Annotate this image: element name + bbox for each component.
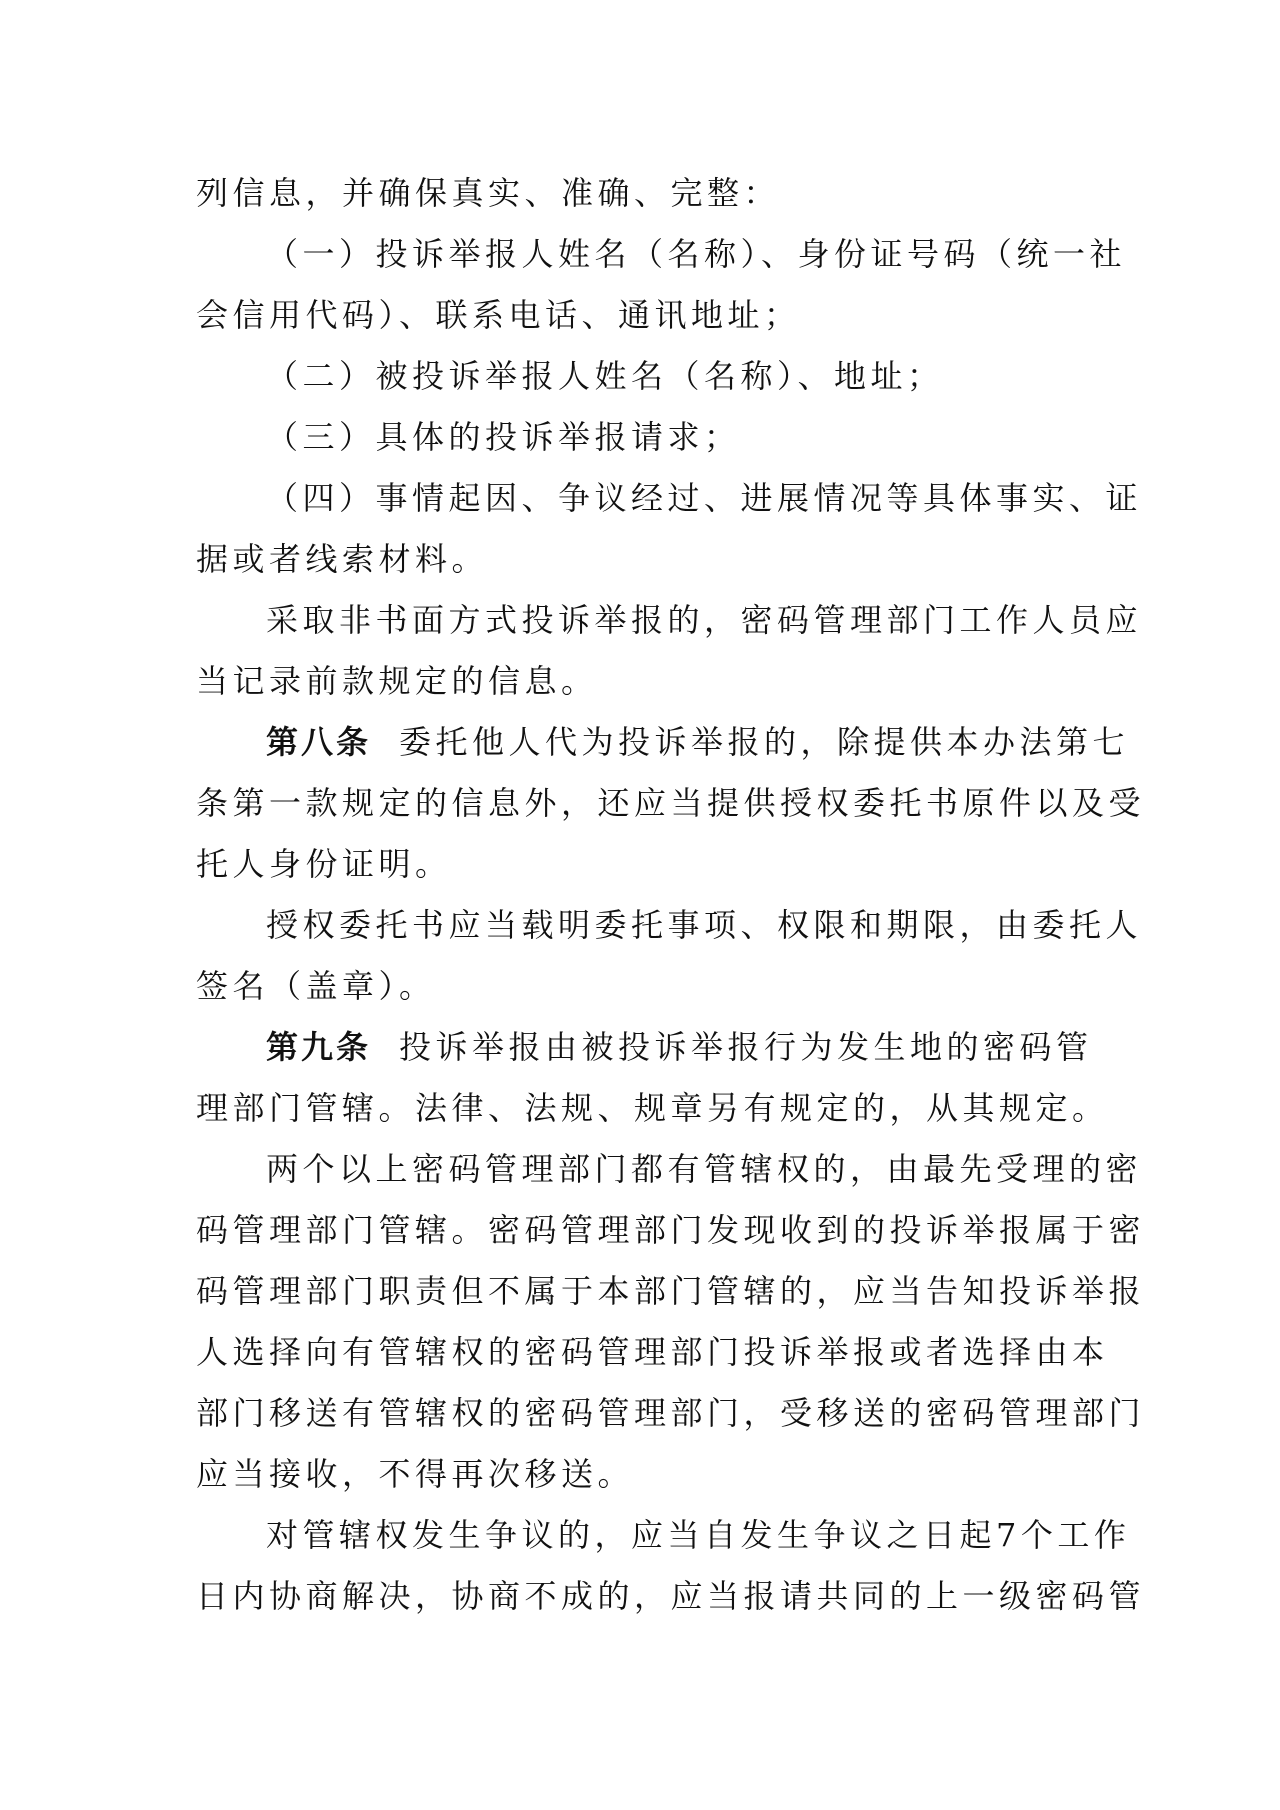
text-line: 条第一款规定的信息外，还应当提供授权委托书原件以及受 (196, 784, 1146, 822)
text-line: 日内协商解决，协商不成的，应当报请共同的上一级密码管 (196, 1577, 1146, 1615)
text-line: 码管理部门职责但不属于本部门管辖的，应当告知投诉举报 (196, 1272, 1146, 1310)
text-line: 两个以上密码管理部门都有管辖权的，由最先受理的密 (266, 1150, 1143, 1188)
text-line: 据或者线索材料。 (196, 540, 489, 578)
text-line: 托人身份证明。 (196, 845, 452, 883)
text-line: 签名（盖章）。 (196, 967, 436, 1005)
text-line: 采取非书面方式投诉举报的，密码管理部门工作人员应 (266, 601, 1143, 639)
article-9-line (196, 1017, 1093, 1078)
text-line: 码管理部门管辖。密码管理部门发现收到的投诉举报属于密 (196, 1211, 1146, 1249)
text-line: 当记录前款规定的信息。 (196, 662, 598, 700)
article-number: 第八条 (266, 723, 372, 761)
text-line: 部门移送有管辖权的密码管理部门，受移送的密码管理部门 (196, 1394, 1146, 1432)
text-line: 理部门管辖。法律、法规、规章另有规定的，从其规定。 (196, 1089, 1109, 1127)
text-line: 列信息，并确保真实、准确、完整： (196, 174, 781, 212)
text-line: 人选择向有管辖权的密码管理部门投诉举报或者选择由本 (196, 1333, 1109, 1371)
article-8-line (196, 712, 1130, 773)
text-line: （四）事情起因、争议经过、进展情况等具体事实、证 (266, 479, 1143, 517)
regulation-text (196, 163, 1146, 1627)
text-line: 授权委托书应当载明委托事项、权限和期限，由委托人 (266, 906, 1143, 944)
text-segment: 委托他人代为投诉举报的，除提供本办法第七 (399, 723, 1130, 761)
text-line: 会信用代码）、联系电话、通讯地址； (196, 296, 801, 334)
text-segment: 投诉举报由被投诉举报行为发生地的密码管 (399, 1028, 1093, 1066)
text-line: 对管辖权发生争议的，应当自发生争议之日起7个工作 (266, 1516, 1131, 1554)
text-line: （二）被投诉举报人姓名（名称）、地址； (266, 357, 944, 395)
text-line: （一）投诉举报人姓名（名称）、身份证号码（统一社 (266, 235, 1127, 273)
article-number: 第九条 (266, 1028, 372, 1066)
text-line: 应当接收，不得再次移送。 (196, 1455, 635, 1493)
text-line: （三）具体的投诉举报请求； (266, 418, 741, 456)
